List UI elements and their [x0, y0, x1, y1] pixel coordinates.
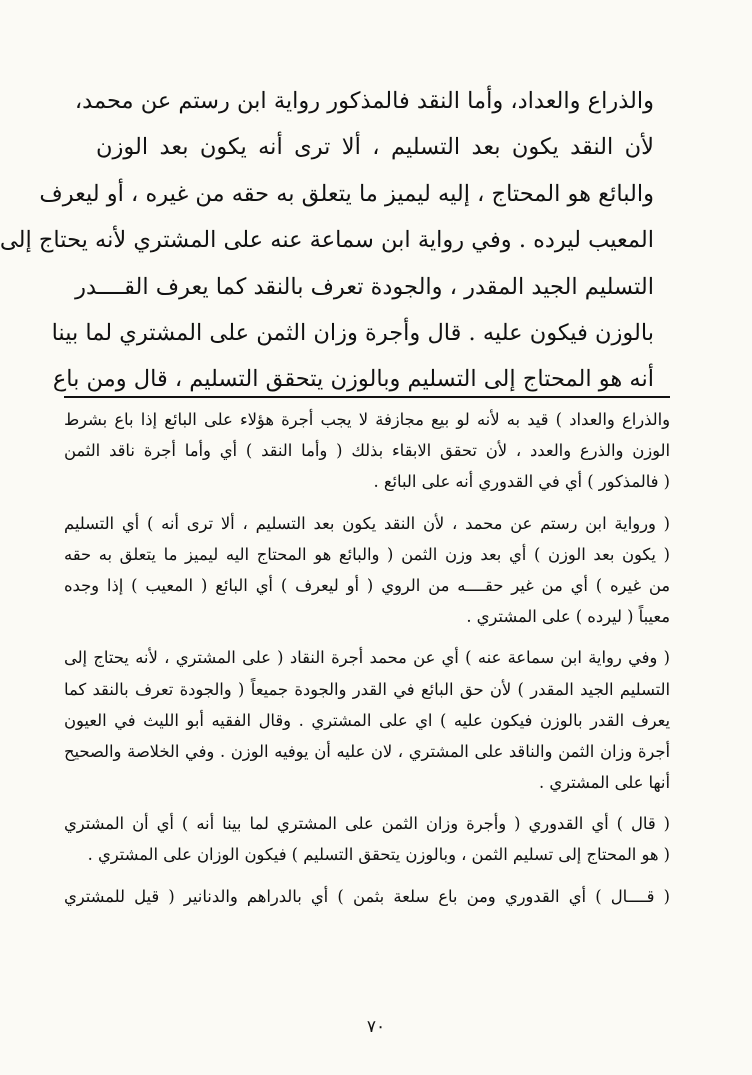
main-text: [0, 78, 654, 403]
commentary-line: من غيره ) أي من غير حقــــه من الروي ( أو ليعرف ) أي البائع ( المعيب ) إذا وجده: [64, 575, 670, 595]
main-line: والبائع هو المحتاج ، إليه ليميز ما يتعلق به حقه من غيره ، أو ليعرف: [39, 180, 654, 207]
commentary-line: أجرة وزان الثمن والناقد على المشتري ، لان عليه أن يوفيه الوزن . وفي الخلاصة والصحيح: [64, 741, 670, 761]
main-line: المعيب ليرده . وفي رواية ابن سماعة عنه على المشتري لأنه يحتاج إلى: [0, 227, 654, 254]
page-number: ٧٠: [366, 1017, 386, 1037]
commentary-paragraph: [64, 404, 670, 498]
commentary-line: ( هو المحتاج إلى تسليم الثمن ، وبالوزن يتحقق التسليم ) فيكون الوزان على المشتري .: [87, 845, 670, 865]
commentary-line: ( قال ) أي القدوري ( وأجرة وزان الثمن على المشتري لما بينا أنه ) أي أن المشتري: [64, 814, 670, 834]
main-line: التسليم الجيد المقدر ، والجودة تعرف بالنقد كما يعرف القــــدر: [75, 273, 654, 300]
commentary-paragraph: [64, 642, 670, 798]
commentary-paragraph: [64, 881, 670, 912]
main-line: أنه هو المحتاج إلى التسليم وبالوزن يتحقق التسليم ، قال ومن باع: [52, 366, 654, 393]
commentary-line: معيباً ( ليرده ) على المشتري .: [466, 607, 670, 627]
commentary-line: ( يكون بعد الوزن ) أي بعد وزن الثمن ( والبائع هو المحتاج اليه ليميز ما يتعلق به حقه: [64, 544, 670, 564]
main-line: والذراع والعداد، وأما النقد فالمذكور رواية ابن رستم عن محمد،: [74, 88, 654, 114]
commentary-line: التسليم الجيد المقدر ) لأن حق البائع في القدر والجودة جميعاً ( والجودة تعرف بالنقد كما: [64, 679, 670, 699]
main-line: بالوزن فيكون عليه . قال وأجرة وزان الثمن على المشتري لما بينا: [51, 319, 654, 346]
commentary-paragraph: [64, 808, 670, 870]
commentary-line: أنها على المشتري .: [539, 773, 670, 793]
commentary-line: الوزن والذرع والعدد ، لأن تحقق الابقاء بذلك ( وأما النقد ) أي وأما أجرة ناقد الثمن: [64, 441, 670, 461]
commentary-line: والذراع والعداد ) قيد به لأنه لو بيع مجازفة لا يجب أجرة هؤلاء على البائع إذا باع بشرط: [64, 410, 670, 429]
commentary-line: يعرف القدر بالوزن فيكون عليه ) اي على المشتري . وقال الفقيه أبو الليث في العيون: [64, 710, 670, 730]
commentary-line: ( فالمذكور ) أي في القدوري أنه على البائع .: [373, 472, 670, 492]
commentary-line: ( ورواية ابن رستم عن محمد ، لأن النقد يكون بعد التسليم ، ألا ترى أنه ) أي التسليم: [64, 513, 670, 533]
commentary-line: ( قــــال ) أي القدوري ومن باع سلعة بثمن ) أي بالدراهم والدنانير ( قيل للمشتري: [64, 886, 670, 906]
separator-rule: [64, 396, 670, 398]
commentary: [64, 404, 670, 922]
commentary-line: ( وفي رواية ابن سماعة عنه ) أي عن محمد أجرة النقاد ( على المشتري ، لأنه يحتاج إلى: [64, 648, 670, 668]
main-line: لأن النقد يكون بعد التسليم ، ألا ترى أنه يكون بعد الوزن: [96, 134, 654, 161]
commentary-paragraph: [64, 508, 670, 633]
